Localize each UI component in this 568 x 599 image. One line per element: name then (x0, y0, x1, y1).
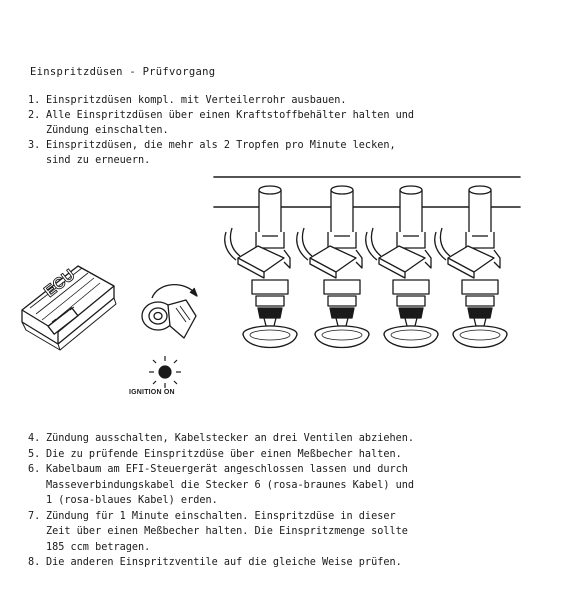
step-item (28, 447, 498, 463)
step-item (28, 431, 498, 447)
ecu-unit-icon (22, 266, 116, 350)
step-item (28, 462, 498, 509)
step-text: Die anderen Einspritzventile auf die gleiche Weise prüfen. (46, 557, 402, 568)
step-number: 5. (28, 448, 41, 460)
document-title: Einspritzdüsen - Prüfvorgang (30, 66, 216, 78)
step-text: Kabelbaum am EFI-Steuergerät angeschlossen lassen und durch Masseverbindungskabel die Stecker 6 (rosa-braunes Kabel) und 1 (rosa-blaues Kabel) erden. (46, 464, 415, 506)
step-number: 1. (28, 95, 41, 106)
step-number: 6. (28, 464, 41, 475)
ignition-key-icon (142, 285, 197, 338)
ecu-label: ECU (41, 266, 79, 301)
injector-with-beaker (366, 186, 438, 348)
step-item (28, 509, 498, 556)
step-text: Zündung ausschalten, Kabelstecker an drei Ventilen abziehen. (46, 433, 415, 444)
step-number: 4. (28, 433, 41, 444)
steps-list-bottom (28, 431, 498, 571)
step-number: 8. (28, 557, 41, 568)
step-text: Zündung für 1 Minute einschalten. Einspritzdüse in dieser Zeit über einen Meßbecher halten. Die Einspritzmenge sollte 185 ccm betragen. (46, 510, 408, 553)
ignition-lamp-icon (149, 356, 181, 388)
injector-group (225, 186, 507, 348)
step-text: Die zu prüfende Einspritzdüse über einen Meßbecher halten. (46, 448, 402, 460)
step-number: 3. (28, 140, 41, 151)
step-number: 7. (28, 510, 41, 522)
step-item (28, 138, 478, 168)
injector-with-beaker (225, 186, 297, 348)
ignition-on-label: IGNITION ON (129, 389, 175, 396)
injector-with-beaker (297, 186, 369, 348)
step-item (28, 555, 498, 571)
steps-list-top (28, 93, 478, 168)
step-number: 2. (28, 110, 41, 121)
step-text: Einspritzdüsen, die mehr als 2 Tropfen pro Minute lecken, sind zu erneuern. (46, 140, 396, 166)
step-item (28, 93, 478, 108)
injector-with-beaker (435, 186, 507, 348)
step-text: Einspritzdüsen kompl. mit Verteilerrohr ausbauen. (46, 95, 347, 106)
step-item (28, 108, 478, 138)
step-text: Alle Einspritzdüsen über einen Kraftstoffbehälter halten und Zündung einschalten. (46, 110, 415, 136)
injector-test-illustration (0, 165, 568, 390)
